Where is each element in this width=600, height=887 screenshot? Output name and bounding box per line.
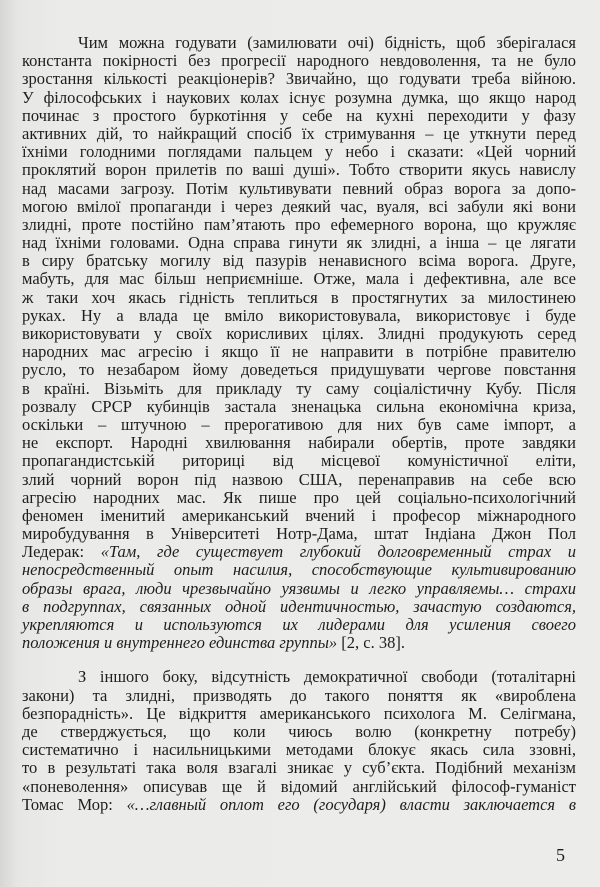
text-line (22, 759, 576, 777)
body-text: [2, с. 38]. (337, 633, 405, 653)
text-line (22, 70, 576, 88)
text-line (22, 616, 576, 634)
text-line (22, 796, 576, 814)
text-line (22, 198, 576, 216)
quote-text: образы врага, люди чрезвычайно уязвимы и легко управляемы… страхи (22, 578, 576, 598)
body-text: їхніми голодними поглядами пальцем у небо і сказати: «Цей чорний (22, 142, 576, 162)
text-line (22, 580, 576, 598)
body-text: народних мас агресію і якщо її не направити в потрібне правителю (22, 342, 576, 362)
body-text: миробудування в Університеті Нотр-Дама, штат Індіана Джон Пол (22, 524, 576, 544)
text-line (22, 343, 576, 361)
body-text: Ледерак: (22, 542, 101, 562)
text-line (22, 234, 576, 252)
text-line (22, 380, 576, 398)
body-text: злидні, проте постійно пам’ятають про ефемерного ворона, що кружляє (22, 214, 576, 234)
body-text: константа покірності без прогресії народного невдоволення, та не було (22, 51, 576, 71)
body-text: оскільки – штучною – прерогативою для них був саме імпорт, а (22, 414, 576, 434)
body-text: безпорадність». Це відкриття американського психолога М. Селігмана, (22, 703, 576, 723)
body-text: русло, то незабаром йому доведеться придушувати чергове повстання (22, 360, 576, 380)
text-line (22, 434, 576, 452)
body-text: Чим можна годувати (замилювати очі) бідність, щоб зберігалася (78, 33, 576, 52)
body-text: в сиру братську могилу від пазурів ненависного всіма ворога. Друге, (22, 251, 576, 271)
body-text: використовувати у своїх корисливих цілях. Злидні продукують серед (22, 324, 576, 343)
body-text: Томас Мор: (22, 794, 127, 814)
body-text: починає з простого буркотіння у себе на кухні переходити у фазу (22, 105, 576, 125)
text-line (22, 634, 576, 652)
quote-text: укрепляются и используются их лидерами для усиления своего (22, 615, 576, 634)
body-text: «поневолення» описував ще й відомий англійський філософ-гуманіст (22, 776, 576, 796)
text-line (22, 507, 576, 525)
text-line (22, 525, 576, 543)
body-text: агресію народних мас. Як пише про цей соціально-психологічний (22, 487, 576, 507)
text-line (22, 34, 576, 52)
text-line (22, 143, 576, 161)
body-text: над масами загрозу. Потім культивувати певний образ ворога за допо- (22, 178, 576, 198)
quote-text: «…главный оплот его (государя) власти заключается в (126, 794, 576, 814)
paragraph (22, 34, 576, 652)
body-text: зростання кількості реакціонерів? Звичайно, що годувати треба війною. (22, 69, 576, 89)
text-line (22, 489, 576, 507)
text-line (22, 125, 576, 143)
text-line (22, 307, 576, 325)
body-text: не експорт. Народні хвилювання набирали обертів, проте завдяки (22, 433, 576, 453)
body-text: то в результаті така воля взагалі зникає у суб’єкта. Подібний механізм (22, 758, 576, 778)
page-number: 5 (556, 845, 565, 865)
text-line (22, 561, 576, 579)
text-line (22, 361, 576, 379)
text-line (22, 216, 576, 234)
body-text: могою вмілої пропаганди і через деякий час, вуаля, всі забули які вони (22, 196, 576, 216)
text-line (22, 416, 576, 434)
text-line (22, 180, 576, 198)
body-text: феномен іменитий американський вчений і професор міжнародного (22, 505, 576, 525)
text-line (22, 778, 576, 796)
text-line (22, 107, 576, 125)
text-line (22, 270, 576, 288)
body-text: розвалу СРСР кубинців застала зненацька сильна економічна криза, (22, 396, 576, 416)
body-text: пропагандистській риториці від місцевої комуністичної еліти, (22, 451, 576, 471)
text-line (22, 161, 576, 179)
text-line (22, 325, 576, 343)
body-text: закони) та злидні, призводять до такого поняття як «вироблена (22, 685, 576, 705)
text-line (22, 252, 576, 270)
body-text: мабуть, для мас більш неприємніше. Отже, мала і дефективна, але все (22, 269, 576, 289)
text-line (22, 705, 576, 723)
body-text: руках. Ну а влада це вміло використовувала, використовує і буде (22, 305, 576, 325)
text-line (22, 668, 576, 686)
body-text: проклятий ворон прилетів по ваші душі». Тобто створити якусь навислу (22, 160, 576, 180)
body-text: активних дій, то найкращий спосіб їх стримування – це уткнути перед (22, 123, 576, 143)
body-text: систематично і насильницькими методами блокує якась сила ззовні, (22, 740, 576, 760)
quote-text: «Там, где существует глубокий долговременный страх и (100, 542, 576, 562)
text-line (22, 452, 576, 470)
body-text: З іншого боку, відсутність демократичної свободи (тоталітарні (78, 667, 576, 687)
quote-text: непосредственный опыт насилия, способствующие культивированию (22, 560, 576, 580)
quote-text: положения и внутреннего единства группы» (22, 633, 338, 653)
quote-text: в подгруппах, связанных одной идентичностью, зачастую создаются, (22, 596, 576, 616)
text-line (22, 398, 576, 416)
text-line (22, 52, 576, 70)
body-text: де стверджується, що коли чиюсь волю (конкретну потребу) (22, 721, 576, 741)
paragraph (22, 668, 576, 814)
body-text: У філософських і наукових колах існує розумна думка, що якщо народ (22, 87, 576, 107)
text-line (22, 741, 576, 759)
text-line (22, 543, 576, 561)
body-text: злий чорний ворон під назвою США, перенаправив на себе всю (22, 469, 576, 489)
text-line (22, 289, 576, 307)
text-line (22, 89, 576, 107)
text-line (22, 598, 576, 616)
text-line (22, 723, 576, 741)
document-body (22, 34, 576, 814)
text-line (22, 687, 576, 705)
body-text: над їхніми головами. Одна справа гинути як злидні, а інша – це лягати (22, 233, 576, 253)
body-text: в країні. Візьміть для прикладу ту саму соціалістичну Кубу. Після (22, 378, 576, 398)
body-text: ж таки хоч якась гідність теплиться в простягнутих за милостинею (22, 287, 576, 307)
text-line (22, 471, 576, 489)
